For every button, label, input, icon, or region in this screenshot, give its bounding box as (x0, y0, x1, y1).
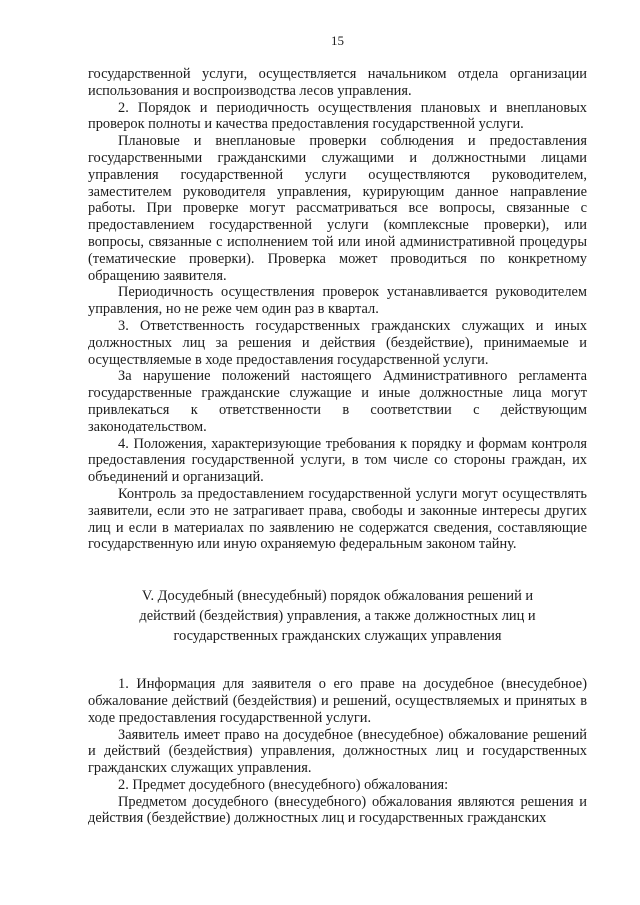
section-heading-line: государственных гражданских служащих управления (173, 628, 502, 645)
paragraph: 2. Порядок и периодичность осуществления плановых и внеплановых проверок полноты и качества предоставления государственной услуги. (88, 99, 587, 133)
paragraph: Предметом досудебного (внесудебного) обжалования являются решения и действия (бездействие) должностных лиц и государственных гражданских (88, 793, 587, 827)
section-heading (88, 586, 587, 646)
paragraph: Контроль за предоставлением государственной услуги могут осуществлять заявители, если это не затрагивает права, свободы и законные интересы других лиц и если в материалах по заявлению не содержатся сведения, составляющие государственную или иную охраняемую федеральным законом тайну. (88, 485, 587, 553)
paragraphs-bottom (88, 676, 587, 827)
paragraph: 3. Ответственность государственных гражданских служащих и иных должностных лиц за решения и действия (бездействие), принимаемые и осуществляемые в ходе предоставления государственной услуги. (88, 317, 587, 368)
page-number: 15 (331, 33, 344, 48)
section-heading-line: действий (бездействия) управления, а также должностных лиц и (139, 608, 536, 625)
paragraph: 1. Информация для заявителя о его праве на досудебное (внесудебное) обжалование действий (бездействия) и решений, осуществляемых и принятых в ходе предоставления государственной услуги. (88, 676, 587, 726)
document-body (88, 66, 587, 827)
paragraph: За нарушение положений настоящего Административного регламента государственные гражданские служащие и иные должностные лица могут привлекаться к ответственности в соответствии с действующим законодательством. (88, 368, 587, 435)
paragraph: Плановые и внеплановые проверки соблюдения и предоставления государственными гражданскими служащими и должностными лицами управления государственной услуги осуществляются руководителем, заместителем руководителя управления, курирующим данное направление работы. При проверке могут рассматриваться все вопросы, связанные с предоставлением государственной услуги (комплексные проверки), или вопросы, связанные с исполнением той или иной административной процедуры (тематические проверки). Проверка может проводиться по конкретному обращению заявителя. (88, 133, 587, 284)
paragraph: Заявитель имеет право на досудебное (внесудебное) обжалование решений и действий (бездействия) управления, должностных лиц и государственных гражданских служащих управления. (88, 726, 587, 777)
paragraph: 4. Положения, характеризующие требования к порядку и формам контроля предоставления государственной услуги, в том числе со стороны граждан, их объединений и организаций. (88, 435, 587, 486)
section-heading-line: V. Досудебный (внесудебный) порядок обжалования решений и (141, 588, 534, 605)
paragraph: Периодичность осуществления проверок устанавливается руководителем управления, но не реже чем один раз в квартал. (88, 284, 587, 318)
paragraphs-top (88, 66, 587, 553)
paragraph: 2. Предмет досудебного (внесудебного) обжалования: (118, 776, 449, 793)
paragraph: государственной услуги, осуществляется начальником отдела организации использования и воспроизводства лесов управления. (88, 66, 587, 99)
